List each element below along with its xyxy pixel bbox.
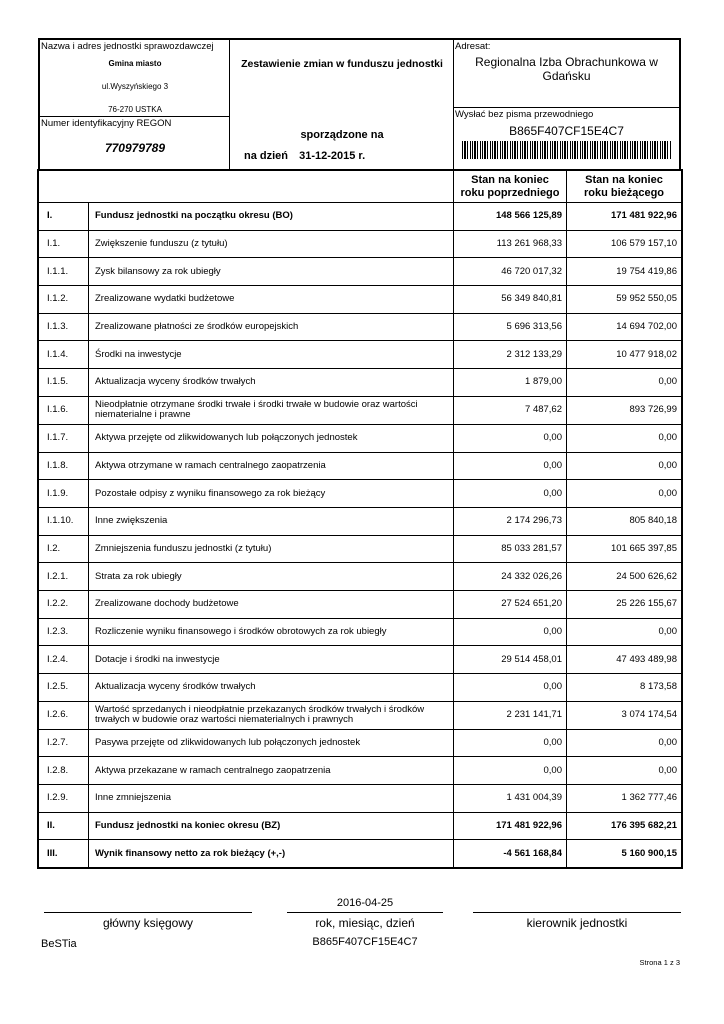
table-row: [39, 203, 682, 231]
row-number: I.2.1.: [39, 563, 89, 591]
table-row: [39, 369, 682, 397]
document-code: B865F407CF15E4C7: [509, 124, 624, 138]
row-value-curr: 176 395 682,21: [567, 812, 682, 840]
row-number: I.2.2.: [39, 590, 89, 618]
row-value-prev: -4 561 168,84: [454, 840, 567, 868]
send-label: Wysłać bez pisma przewodniego: [455, 109, 594, 120]
row-description: Inne zmniejszenia: [89, 785, 454, 813]
row-value-prev: 5 696 313,56: [454, 313, 567, 341]
row-value-curr: 19 754 419,86: [567, 258, 682, 286]
column-header-curr: Stan na koniec roku bieżącego: [567, 171, 682, 203]
regon-divider: [40, 116, 230, 117]
table-row: [39, 424, 682, 452]
row-value-curr: 0,00: [567, 369, 682, 397]
addressee-label: Adresat:: [455, 41, 491, 52]
table-row: [39, 590, 682, 618]
row-value-curr: 59 952 550,05: [567, 286, 682, 314]
row-value-curr: 10 477 918,02: [567, 341, 682, 369]
row-value-prev: 2 174 296,73: [454, 507, 567, 535]
row-value-prev: 0,00: [454, 674, 567, 702]
barcode-icon: [462, 141, 672, 159]
row-number: I.2.7.: [39, 729, 89, 757]
table-row: [39, 757, 682, 785]
row-description: Zwiększenie funduszu (z tytułu): [89, 230, 454, 258]
fund-changes-table: [38, 170, 682, 868]
row-value-curr: 805 840,18: [567, 507, 682, 535]
unit-street: ul.Wyszyńskiego 3: [101, 82, 169, 91]
table-row: [39, 563, 682, 591]
row-value-curr: 0,00: [567, 757, 682, 785]
table-row: [39, 258, 682, 286]
row-number: III.: [39, 840, 89, 868]
row-number: I.2.5.: [39, 674, 89, 702]
table-row: [39, 286, 682, 314]
row-number: I.1.2.: [39, 286, 89, 314]
row-description: Zrealizowane wydatki budżetowe: [89, 286, 454, 314]
row-value-prev: 0,00: [454, 424, 567, 452]
sign-date: 2016-04-25: [336, 897, 394, 909]
row-description: Strata za rok ubiegły: [89, 563, 454, 591]
regon-label: Numer identyfikacyjny REGON: [41, 118, 172, 129]
table-row: [39, 812, 682, 840]
regon-number: 770979789: [104, 141, 166, 155]
row-value-prev: 29 514 458,01: [454, 646, 567, 674]
row-number: I.2.8.: [39, 757, 89, 785]
row-value-prev: 171 481 922,96: [454, 812, 567, 840]
signature-line-accountant: [44, 912, 252, 913]
row-number: I.1.3.: [39, 313, 89, 341]
row-number: I.2.6.: [39, 701, 89, 729]
send-divider: [454, 107, 679, 108]
row-value-prev: 85 033 281,57: [454, 535, 567, 563]
row-description: Środki na inwestycje: [89, 341, 454, 369]
row-value-prev: 0,00: [454, 480, 567, 508]
table-row: [39, 840, 682, 868]
row-value-prev: 1 879,00: [454, 369, 567, 397]
row-value-prev: 0,00: [454, 452, 567, 480]
row-value-curr: 25 226 155,67: [567, 590, 682, 618]
page-number: Strona 1 z 3: [639, 958, 680, 967]
software-name: BeSTia: [41, 938, 77, 950]
row-number: I.2.9.: [39, 785, 89, 813]
head-of-unit-label: kierownik jednostki: [526, 916, 628, 930]
unit-cell: [40, 40, 230, 169]
column-header-prev: Stan na koniec roku poprzedniego: [454, 171, 567, 203]
row-value-prev: 113 261 968,33: [454, 230, 567, 258]
row-description: Pozostałe odpisy z wyniku finansowego za rok bieżący: [89, 480, 454, 508]
table-row: [39, 452, 682, 480]
row-number: I.: [39, 203, 89, 231]
row-value-curr: 0,00: [567, 729, 682, 757]
table-row: [39, 618, 682, 646]
row-value-prev: 2 231 141,71: [454, 701, 567, 729]
row-value-curr: 3 074 174,54: [567, 701, 682, 729]
row-value-curr: 893 726,99: [567, 396, 682, 424]
row-value-prev: 0,00: [454, 618, 567, 646]
row-description: Zmniejszenia funduszu jednostki (z tytułu): [89, 535, 454, 563]
table-row: [39, 507, 682, 535]
row-value-prev: 27 524 651,20: [454, 590, 567, 618]
row-description: Fundusz jednostki na koniec okresu (BZ): [89, 812, 454, 840]
row-number: I.1.7.: [39, 424, 89, 452]
table-row: [39, 480, 682, 508]
row-number: I.1.: [39, 230, 89, 258]
row-value-prev: 56 349 840,81: [454, 286, 567, 314]
row-value-prev: 1 431 004,39: [454, 785, 567, 813]
signature-line-head: [473, 912, 681, 913]
row-value-curr: 1 362 777,46: [567, 785, 682, 813]
footer-document-code: B865F407CF15E4C7: [312, 936, 418, 948]
row-value-curr: 0,00: [567, 452, 682, 480]
row-value-prev: 46 720 017,32: [454, 258, 567, 286]
row-value-prev: 0,00: [454, 757, 567, 785]
addressee-line1: Regionalna Izba Obrachunkowa w: [475, 55, 658, 69]
row-value-prev: 2 312 133,29: [454, 341, 567, 369]
row-description: Aktywa przekazane w ramach centralnego zaopatrzenia: [89, 757, 454, 785]
row-value-curr: 8 173,58: [567, 674, 682, 702]
row-number: I.1.9.: [39, 480, 89, 508]
row-number: I.1.8.: [39, 452, 89, 480]
row-number: II.: [39, 812, 89, 840]
row-value-prev: 24 332 026,26: [454, 563, 567, 591]
title-cell: [230, 40, 454, 169]
row-number: I.1.4.: [39, 341, 89, 369]
row-number: I.2.: [39, 535, 89, 563]
row-value-prev: 0,00: [454, 729, 567, 757]
signature-line-date: [287, 912, 443, 913]
date-label: na dzień: [244, 150, 289, 162]
row-description: Zrealizowane płatności ze środków europejskich: [89, 313, 454, 341]
table-row: [39, 646, 682, 674]
row-description: Wynik finansowy netto za rok bieżący (+,-): [89, 840, 454, 868]
table-row: [39, 729, 682, 757]
table-row: [39, 674, 682, 702]
unit-city: 76-270 USTKA: [108, 105, 162, 114]
row-number: I.2.4.: [39, 646, 89, 674]
table-row: [39, 535, 682, 563]
report-date: 31-12-2015 r.: [299, 150, 366, 162]
row-value-curr: 101 665 397,85: [567, 535, 682, 563]
row-number: I.1.6.: [39, 396, 89, 424]
row-number: I.1.1.: [39, 258, 89, 286]
column-header-blank: [39, 171, 454, 203]
row-value-curr: 0,00: [567, 618, 682, 646]
table-row: [39, 396, 682, 424]
row-description: Zrealizowane dochody budżetowe: [89, 590, 454, 618]
unit-label: Nazwa i adres jednostki sprawozdawczej: [41, 41, 214, 52]
prepared-label: sporządzone na: [300, 129, 384, 141]
row-description: Dotacje i środki na inwestycje: [89, 646, 454, 674]
row-value-curr: 0,00: [567, 480, 682, 508]
row-number: I.2.3.: [39, 618, 89, 646]
row-description: Pasywa przejęte od zlikwidowanych lub połączonych jednostek: [89, 729, 454, 757]
row-number: I.1.5.: [39, 369, 89, 397]
addressee-line2: Gdańsku: [542, 69, 591, 83]
row-description: Aktywa otrzymane w ramach centralnego zaopatrzenia: [89, 452, 454, 480]
row-value-curr: 14 694 702,00: [567, 313, 682, 341]
row-number: I.1.10.: [39, 507, 89, 535]
table-row: [39, 785, 682, 813]
row-description: Inne zwiększenia: [89, 507, 454, 535]
row-value-curr: 5 160 900,15: [567, 840, 682, 868]
table-row: [39, 341, 682, 369]
table-row: [39, 230, 682, 258]
row-value-curr: 24 500 626,62: [567, 563, 682, 591]
table-row: [39, 701, 682, 729]
row-value-curr: 171 481 922,96: [567, 203, 682, 231]
chief-accountant-label: główny księgowy: [102, 916, 194, 930]
table-row: [39, 313, 682, 341]
row-description: Aktualizacja wyceny środków trwałych: [89, 369, 454, 397]
column-header-row: [39, 171, 682, 203]
unit-name: Gmina miasto: [108, 59, 162, 68]
row-description: Aktualizacja wyceny środków trwałych: [89, 674, 454, 702]
row-value-curr: 106 579 157,10: [567, 230, 682, 258]
row-description: Zysk bilansowy za rok ubiegły: [89, 258, 454, 286]
row-value-curr: 0,00: [567, 424, 682, 452]
row-description: Nieodpłatnie otrzymane środki trwałe i środki trwałe w budowie oraz wartości niematerialne i prawne: [89, 396, 454, 424]
row-description: Wartość sprzedanych i nieodpłatnie przekazanych środków trwałych i środków trwałych w budowie oraz wartości niematerialnych i prawnych: [89, 701, 454, 729]
row-description: Rozliczenie wyniku finansowego i środków obrotowych za rok ubiegły: [89, 618, 454, 646]
row-description: Fundusz jednostki na początku okresu (BO): [89, 203, 454, 231]
row-value-prev: 148 566 125,89: [454, 203, 567, 231]
date-caption-label: rok, miesiąc, dzień: [315, 916, 415, 930]
row-value-curr: 47 493 489,98: [567, 646, 682, 674]
row-description: Aktywa przejęte od zlikwidowanych lub połączonych jednostek: [89, 424, 454, 452]
row-value-prev: 7 487,62: [454, 396, 567, 424]
statement-title: Zestawienie zmian w funduszu jednostki: [241, 58, 443, 70]
report-date-line: [244, 150, 365, 162]
